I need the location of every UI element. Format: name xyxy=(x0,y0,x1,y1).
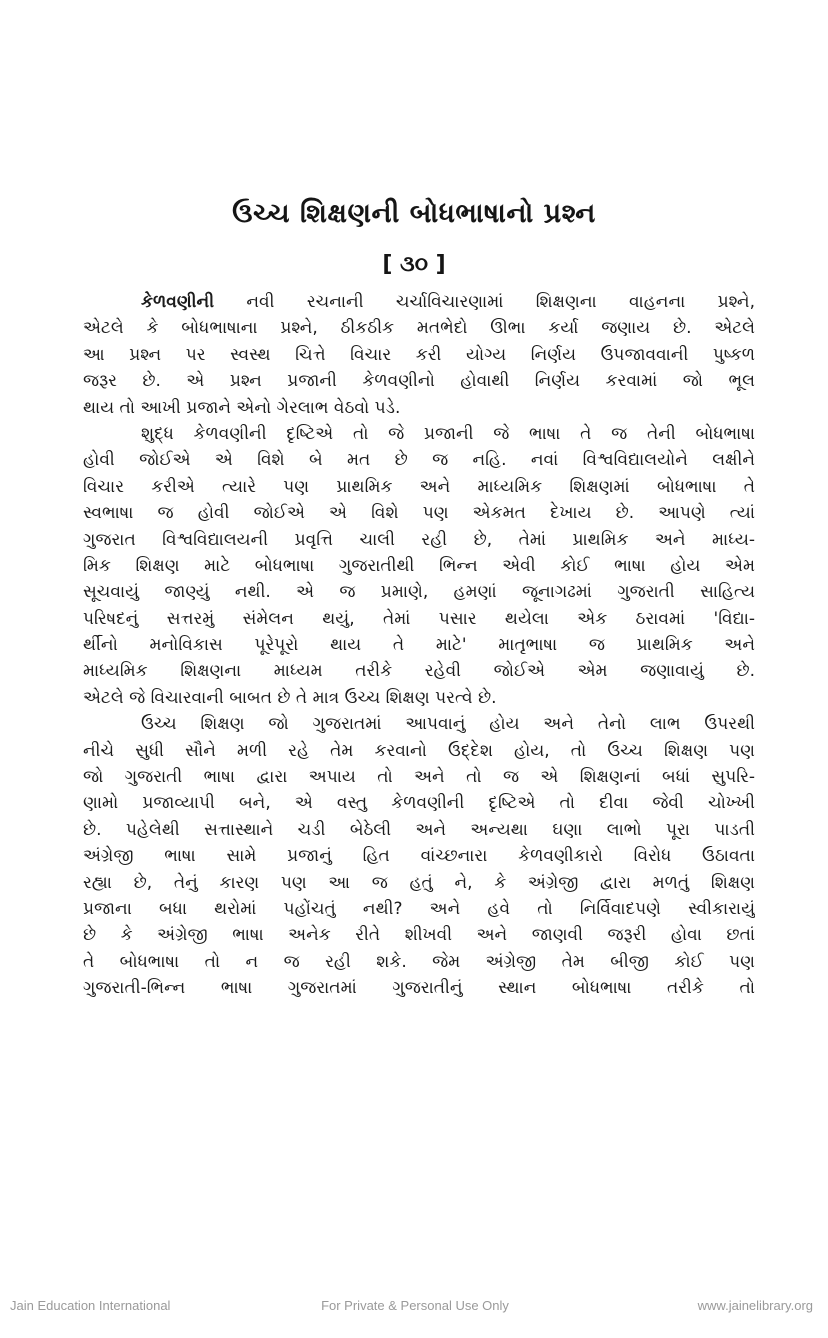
footer-website-link[interactable]: www.jainelibrary.org xyxy=(697,1298,813,1313)
text-line: પ્રજાના બધા થરોમાં પહોંચતું નથી? અને હવે તો નિર્વિવાદપણે સ્વીકારાયું xyxy=(83,898,755,919)
page-title: ઉચ્ચ શિક્ષણની બોધભાષાનો પ્રશ્ન xyxy=(232,198,596,229)
text-line: એટલે જે વિચારવાની બાબત છે તે માત્ર ઉચ્ચ શિક્ષણ પરત્વે છે. xyxy=(83,687,497,708)
chapter-number: [ ૩૦ ] xyxy=(382,252,446,277)
text-line: છે કે અંગ્રેજી ભાષા અનેક રીતે શીખવી અને જાણવી જરૂરી હોવા છતાં xyxy=(83,925,755,946)
text-line: થાય તો આખી પ્રજાને એનો ગેરલાભ વેઠવો પડે. xyxy=(83,397,401,418)
text-line: છે. પહેલેથી સત્તાસ્થાને ચડી બેઠેલી અને અન્યથા ઘણા લાભો પૂરા પાડતી xyxy=(83,819,755,840)
page-footer xyxy=(0,1298,828,1318)
text-line: માધ્યમિક શિક્ષણના માધ્યમ તરીકે રહેવી જોઈએ એમ જણાવાયું છે. xyxy=(83,661,755,682)
text-line: અંગ્રેજી ભાષા સામે પ્રજાનું હિત વાંચ્છનારા કેળવણીકારો વિરોધ ઉઠાવતા xyxy=(83,846,755,867)
text-line: જરૂર છે. એ પ્રશ્ન પ્રજાની કેળવણીનો હોવાથી નિર્ણય કરવામાં જો ભૂલ xyxy=(83,371,755,392)
text-line: ગુજરાત વિશ્વવિદ્યાલયની પ્રવૃત્તિ ચાલી રહી છે, તેમાં પ્રાથમિક અને માધ્ય- xyxy=(83,529,755,550)
text-line: જો ગુજરાતી ભાષા દ્વારા અપાય તો અને તો જ એ શિક્ષણનાં બધાં સુપરિ- xyxy=(83,767,755,788)
text-line: હોવી જોઈએ એ વિશે બે મત છે જ નહિ. નવાં વિશ્વવિદ્યાલયોને લક્ષીને xyxy=(83,450,755,471)
text-line: વિચાર કરીએ ત્યારે પણ પ્રાથમિક અને માધ્યમિક શિક્ષણમાં બોધભાષા તે xyxy=(83,476,755,497)
text-line: સ્વભાષા જ હોવી જોઈએ એ વિશે પણ એકમત દેખાય છે. આપણે ત્યાં xyxy=(83,503,755,524)
text-line: આ પ્રશ્ન પર સ્વસ્થ ચિત્તે વિચાર કરી યોગ્ય નિર્ણય ઉપજાવવાની પુષ્કળ xyxy=(83,344,755,365)
text-line: રહ્યા છે, તેનું કારણ પણ આ જ હતું ને, કે અંગ્રેજી દ્વારા મળતું શિક્ષણ xyxy=(83,872,755,893)
body-text xyxy=(83,289,755,1002)
text-line: ઉચ્ચ શિક્ષણ જો ગુજરાતમાં આપવાનું હોય અને તેનો લાભ ઉપરથી xyxy=(141,714,755,735)
text-line: ગુજરાતી-ભિન્ન ભાષા ગુજરાતમાં ગુજરાતીનું સ્થાન બોધભાષા તરીકે તો xyxy=(83,978,755,999)
text-line: એટલે કે બોધભાષાના પ્રશ્ને, ઠીકઠીક મતભેદો ઊભા કર્યા જણાય છે. એટલે xyxy=(83,318,755,339)
text-line: તે બોધભાષા તો ન જ રહી શકે. જેમ અંગ્રેજી તેમ બીજી કોઈ પણ xyxy=(83,951,755,972)
footer-usage-notice: For Private & Personal Use Only xyxy=(321,1298,509,1313)
footer-publisher: Jain Education International xyxy=(10,1298,171,1313)
text-line: કેળવણીની નવી રચનાની ચર્ચાવિચારણામાં શિક્ષણના વાહનના પ્રશ્ને, xyxy=(141,292,755,312)
text-line: મિક શિક્ષણ માટે બોધભાષા ગુજરાતીથી ભિન્ન એવી કોઈ ભાષા હોય એમ xyxy=(83,555,755,576)
text-line: નીચે સુધી સૌને મળી રહે તેમ કરવાનો ઉદ્દેશ હોય, તો ઉચ્ચ શિક્ષણ પણ xyxy=(83,740,755,761)
text-line: શુદ્ધ કેળવણીની દૃષ્ટિએ તો જે પ્રજાની જે ભાષા તે જ તેની બોધભાષા xyxy=(141,423,755,444)
lead-word: કેળવણીની xyxy=(141,292,215,312)
text-line: ર્થીનો મનોવિકાસ પૂરેપૂરો થાય તે માટે' માતૃભાષા જ પ્રાથમિક અને xyxy=(83,635,755,656)
text-line: સૂચવાયું જાણ્યું નથી. એ જ પ્રમાણે, હમણાં જૂનાગઢમાં ગુજરાતી સાહિત્ય xyxy=(83,582,755,603)
text-line: ણામો પ્રજાવ્યાપી બને, એ વસ્તુ કેળવણીની દૃષ્ટિએ તો દીવા જેવી ચોખ્ખી xyxy=(83,793,755,814)
text-line: પરિષદનું સત્તરમું સંમેલન થયું, તેમાં પસાર થયેલા એક ઠરાવમાં 'વિદ્યા- xyxy=(83,608,755,629)
